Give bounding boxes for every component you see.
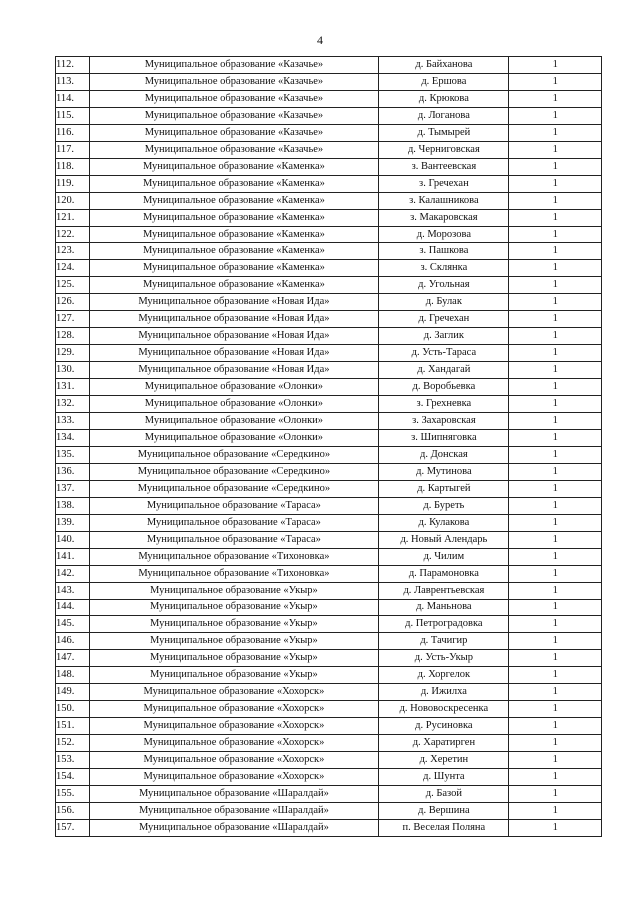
table-row [56, 548, 602, 565]
municipality-cell: Муниципальное образование «Олонки» [89, 396, 379, 413]
settlement-cell: д. Русиновка [379, 718, 509, 735]
count-cell: 1 [509, 209, 602, 226]
count-cell: 1 [509, 599, 602, 616]
table-row [56, 752, 602, 769]
table-row [56, 243, 602, 260]
count-cell: 1 [509, 379, 602, 396]
row-number-cell: 144. [56, 599, 90, 616]
municipality-cell: Муниципальное образование «Хохорск» [89, 718, 379, 735]
municipality-cell: Муниципальное образование «Новая Ида» [89, 328, 379, 345]
municipality-cell: Муниципальное образование «Новая Ида» [89, 311, 379, 328]
table-row [56, 650, 602, 667]
settlement-cell: д. Логанова [379, 107, 509, 124]
municipality-cell: Муниципальное образование «Новая Ида» [89, 362, 379, 379]
table-row [56, 701, 602, 718]
table-body [56, 57, 602, 837]
table-row [56, 446, 602, 463]
row-number-cell: 141. [56, 548, 90, 565]
table-row [56, 328, 602, 345]
settlement-cell: д. Новый Алендарь [379, 531, 509, 548]
municipality-cell: Муниципальное образование «Тихоновка» [89, 565, 379, 582]
settlement-cell: п. Веселая Поляна [379, 819, 509, 836]
settlement-cell: з. Пашкова [379, 243, 509, 260]
settlement-cell: д. Донская [379, 446, 509, 463]
settlement-cell: д. Харатирген [379, 735, 509, 752]
row-number-cell: 124. [56, 260, 90, 277]
settlement-cell: д. Черниговская [379, 141, 509, 158]
count-cell: 1 [509, 260, 602, 277]
count-cell: 1 [509, 158, 602, 175]
count-cell: 1 [509, 124, 602, 141]
count-cell: 1 [509, 684, 602, 701]
municipality-cell: Муниципальное образование «Казачье» [89, 124, 379, 141]
row-number-cell: 126. [56, 294, 90, 311]
count-cell: 1 [509, 362, 602, 379]
settlement-cell: д. Морозова [379, 226, 509, 243]
row-number-cell: 142. [56, 565, 90, 582]
table-row [56, 209, 602, 226]
count-cell: 1 [509, 328, 602, 345]
municipality-cell: Муниципальное образование «Каменка» [89, 260, 379, 277]
settlement-cell: д. Хандагай [379, 362, 509, 379]
municipality-cell: Муниципальное образование «Шаралдай» [89, 819, 379, 836]
row-number-cell: 132. [56, 396, 90, 413]
settlement-cell: д. Базой [379, 785, 509, 802]
settlement-cell: д. Тачигир [379, 633, 509, 650]
count-cell: 1 [509, 802, 602, 819]
table-row [56, 107, 602, 124]
row-number-cell: 115. [56, 107, 90, 124]
count-cell: 1 [509, 718, 602, 735]
row-number-cell: 147. [56, 650, 90, 667]
settlement-cell: д. Угольная [379, 277, 509, 294]
row-number-cell: 117. [56, 141, 90, 158]
table-row [56, 667, 602, 684]
row-number-cell: 113. [56, 73, 90, 90]
count-cell: 1 [509, 752, 602, 769]
row-number-cell: 114. [56, 90, 90, 107]
municipality-cell: Муниципальное образование «Хохорск» [89, 684, 379, 701]
settlement-cell: з. Гречехан [379, 175, 509, 192]
settlement-cell: д. Хоргелок [379, 667, 509, 684]
settlement-cell: д. Крюкова [379, 90, 509, 107]
municipality-cell: Муниципальное образование «Середкино» [89, 446, 379, 463]
row-number-cell: 153. [56, 752, 90, 769]
municipality-cell: Муниципальное образование «Казачье» [89, 141, 379, 158]
municipality-cell: Муниципальное образование «Укыр» [89, 633, 379, 650]
row-number-cell: 136. [56, 463, 90, 480]
row-number-cell: 121. [56, 209, 90, 226]
row-number-cell: 139. [56, 514, 90, 531]
count-cell: 1 [509, 57, 602, 74]
municipality-cell: Муниципальное образование «Казачье» [89, 57, 379, 74]
settlement-cell: д. Гречехан [379, 311, 509, 328]
row-number-cell: 145. [56, 616, 90, 633]
row-number-cell: 154. [56, 769, 90, 786]
settlement-cell: д. Тымырей [379, 124, 509, 141]
settlement-cell: д. Усть-Тараса [379, 345, 509, 362]
count-cell: 1 [509, 616, 602, 633]
municipality-cell: Муниципальное образование «Укыр» [89, 582, 379, 599]
municipality-cell: Муниципальное образование «Шаралдай» [89, 785, 379, 802]
row-number-cell: 128. [56, 328, 90, 345]
row-number-cell: 120. [56, 192, 90, 209]
settlement-cell: д. Нововоскресенка [379, 701, 509, 718]
settlement-cell: д. Заглик [379, 328, 509, 345]
table-row [56, 599, 602, 616]
table-row [56, 429, 602, 446]
count-cell: 1 [509, 413, 602, 430]
row-number-cell: 143. [56, 582, 90, 599]
count-cell: 1 [509, 650, 602, 667]
count-cell: 1 [509, 396, 602, 413]
municipality-cell: Муниципальное образование «Хохорск» [89, 769, 379, 786]
municipality-cell: Муниципальное образование «Каменка» [89, 192, 379, 209]
settlement-cell: д. Воробьевка [379, 379, 509, 396]
table-row [56, 73, 602, 90]
row-number-cell: 137. [56, 480, 90, 497]
table-row [56, 175, 602, 192]
settlement-cell: д. Байханова [379, 57, 509, 74]
table-row [56, 497, 602, 514]
table-row [56, 192, 602, 209]
count-cell: 1 [509, 667, 602, 684]
settlement-cell: д. Булак [379, 294, 509, 311]
settlement-cell: з. Калашникова [379, 192, 509, 209]
municipality-cell: Муниципальное образование «Новая Ида» [89, 294, 379, 311]
table-row [56, 480, 602, 497]
municipality-cell: Муниципальное образование «Каменка» [89, 175, 379, 192]
table-row [56, 90, 602, 107]
count-cell: 1 [509, 514, 602, 531]
table-row [56, 260, 602, 277]
municipality-cell: Муниципальное образование «Хохорск» [89, 735, 379, 752]
count-cell: 1 [509, 90, 602, 107]
municipality-cell: Муниципальное образование «Новая Ида» [89, 345, 379, 362]
count-cell: 1 [509, 107, 602, 124]
settlement-cell: д. Парамоновка [379, 565, 509, 582]
row-number-cell: 118. [56, 158, 90, 175]
count-cell: 1 [509, 294, 602, 311]
municipality-cell: Муниципальное образование «Тараса» [89, 497, 379, 514]
count-cell: 1 [509, 226, 602, 243]
count-cell: 1 [509, 73, 602, 90]
row-number-cell: 131. [56, 379, 90, 396]
row-number-cell: 129. [56, 345, 90, 362]
settlement-cell: д. Ершова [379, 73, 509, 90]
row-number-cell: 140. [56, 531, 90, 548]
settlement-cell: з. Склянка [379, 260, 509, 277]
municipality-cell: Муниципальное образование «Хохорск» [89, 752, 379, 769]
count-cell: 1 [509, 497, 602, 514]
settlement-cell: д. Буреть [379, 497, 509, 514]
settlement-cell: д. Кулакова [379, 514, 509, 531]
settlement-cell: д. Усть-Укыр [379, 650, 509, 667]
count-cell: 1 [509, 735, 602, 752]
row-number-cell: 119. [56, 175, 90, 192]
municipality-cell: Муниципальное образование «Тараса» [89, 514, 379, 531]
count-cell: 1 [509, 819, 602, 836]
table-row [56, 684, 602, 701]
municipality-cell: Муниципальное образование «Олонки» [89, 379, 379, 396]
settlement-cell: д. Мутинова [379, 463, 509, 480]
count-cell: 1 [509, 175, 602, 192]
table-row [56, 463, 602, 480]
count-cell: 1 [509, 565, 602, 582]
table-row [56, 226, 602, 243]
table-row [56, 819, 602, 836]
count-cell: 1 [509, 531, 602, 548]
municipality-cell: Муниципальное образование «Укыр» [89, 667, 379, 684]
table-row [56, 735, 602, 752]
settlement-cell: д. Херетин [379, 752, 509, 769]
count-cell: 1 [509, 192, 602, 209]
municipality-cell: Муниципальное образование «Середкино» [89, 463, 379, 480]
row-number-cell: 148. [56, 667, 90, 684]
row-number-cell: 149. [56, 684, 90, 701]
municipality-cell: Муниципальное образование «Каменка» [89, 158, 379, 175]
table-row [56, 769, 602, 786]
settlement-cell: д. Маньнова [379, 599, 509, 616]
municipality-cell: Муниципальное образование «Тараса» [89, 531, 379, 548]
settlement-cell: з. Вантеевская [379, 158, 509, 175]
row-number-cell: 125. [56, 277, 90, 294]
table-row [56, 565, 602, 582]
municipality-cell: Муниципальное образование «Каменка» [89, 243, 379, 260]
row-number-cell: 127. [56, 311, 90, 328]
row-number-cell: 156. [56, 802, 90, 819]
settlement-cell: з. Шипняговка [379, 429, 509, 446]
settlement-cell: д. Чилим [379, 548, 509, 565]
table-row [56, 141, 602, 158]
table-row [56, 57, 602, 74]
row-number-cell: 116. [56, 124, 90, 141]
municipality-cell: Муниципальное образование «Казачье» [89, 73, 379, 90]
row-number-cell: 135. [56, 446, 90, 463]
count-cell: 1 [509, 769, 602, 786]
count-cell: 1 [509, 446, 602, 463]
settlement-cell: з. Макаровская [379, 209, 509, 226]
table-row [56, 616, 602, 633]
municipality-cell: Муниципальное образование «Казачье» [89, 107, 379, 124]
municipality-cell: Муниципальное образование «Укыр» [89, 599, 379, 616]
settlement-cell: д. Лаврентьевская [379, 582, 509, 599]
table-row [56, 124, 602, 141]
municipality-cell: Муниципальное образование «Середкино» [89, 480, 379, 497]
settlement-cell: д. Картыгей [379, 480, 509, 497]
row-number-cell: 130. [56, 362, 90, 379]
table-row [56, 362, 602, 379]
municipality-cell: Муниципальное образование «Олонки» [89, 413, 379, 430]
table-row [56, 718, 602, 735]
settlements-table [55, 56, 602, 837]
row-number-cell: 134. [56, 429, 90, 446]
table-row [56, 158, 602, 175]
table-row [56, 582, 602, 599]
municipality-cell: Муниципальное образование «Каменка» [89, 277, 379, 294]
row-number-cell: 152. [56, 735, 90, 752]
municipality-cell: Муниципальное образование «Каменка» [89, 209, 379, 226]
count-cell: 1 [509, 480, 602, 497]
row-number-cell: 122. [56, 226, 90, 243]
count-cell: 1 [509, 345, 602, 362]
count-cell: 1 [509, 277, 602, 294]
count-cell: 1 [509, 548, 602, 565]
count-cell: 1 [509, 429, 602, 446]
table-row [56, 785, 602, 802]
settlement-cell: з. Грехневка [379, 396, 509, 413]
municipality-cell: Муниципальное образование «Хохорск» [89, 701, 379, 718]
table-row [56, 379, 602, 396]
municipality-cell: Муниципальное образование «Тихоновка» [89, 548, 379, 565]
municipality-cell: Муниципальное образование «Укыр» [89, 650, 379, 667]
table-row [56, 633, 602, 650]
row-number-cell: 133. [56, 413, 90, 430]
count-cell: 1 [509, 785, 602, 802]
settlement-cell: д. Петроградовка [379, 616, 509, 633]
table-row [56, 345, 602, 362]
row-number-cell: 138. [56, 497, 90, 514]
row-number-cell: 146. [56, 633, 90, 650]
count-cell: 1 [509, 701, 602, 718]
settlement-cell: з. Захаровская [379, 413, 509, 430]
count-cell: 1 [509, 311, 602, 328]
count-cell: 1 [509, 633, 602, 650]
settlement-cell: д. Ижилха [379, 684, 509, 701]
row-number-cell: 112. [56, 57, 90, 74]
table-row [56, 413, 602, 430]
settlement-cell: д. Шунта [379, 769, 509, 786]
table-row [56, 531, 602, 548]
row-number-cell: 155. [56, 785, 90, 802]
table-row [56, 396, 602, 413]
page-number: 4 [317, 33, 323, 47]
count-cell: 1 [509, 243, 602, 260]
count-cell: 1 [509, 463, 602, 480]
municipality-cell: Муниципальное образование «Укыр» [89, 616, 379, 633]
settlement-cell: д. Вершина [379, 802, 509, 819]
municipality-cell: Муниципальное образование «Олонки» [89, 429, 379, 446]
municipality-cell: Муниципальное образование «Шаралдай» [89, 802, 379, 819]
row-number-cell: 150. [56, 701, 90, 718]
municipality-cell: Муниципальное образование «Казачье» [89, 90, 379, 107]
table-row [56, 514, 602, 531]
table-row [56, 277, 602, 294]
row-number-cell: 157. [56, 819, 90, 836]
count-cell: 1 [509, 141, 602, 158]
table-row [56, 802, 602, 819]
table-row [56, 311, 602, 328]
count-cell: 1 [509, 582, 602, 599]
municipality-cell: Муниципальное образование «Каменка» [89, 226, 379, 243]
row-number-cell: 123. [56, 243, 90, 260]
row-number-cell: 151. [56, 718, 90, 735]
table-row [56, 294, 602, 311]
